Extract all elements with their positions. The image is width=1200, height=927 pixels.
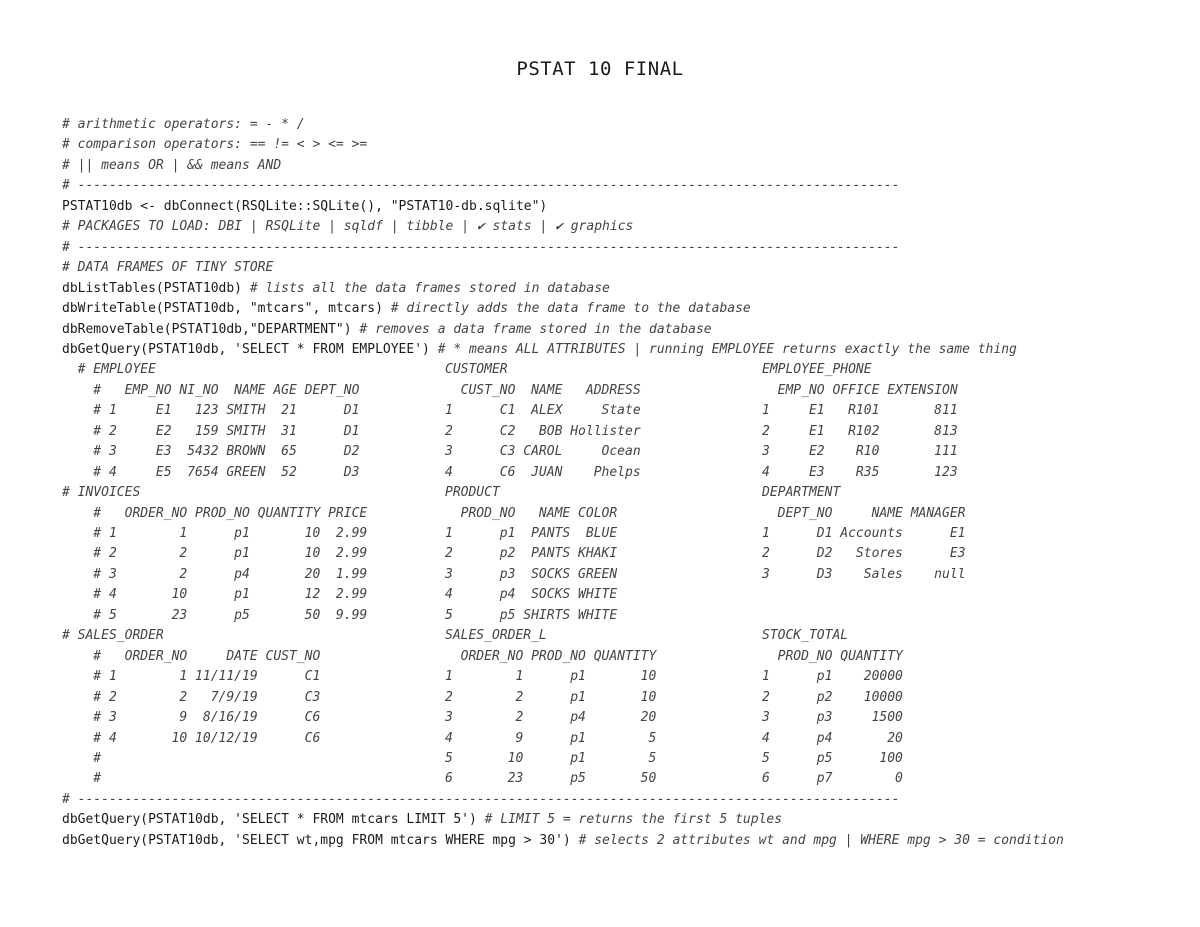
code-line bbox=[62, 238, 899, 258]
table-middle-line: 4 9 p1 5 bbox=[445, 730, 657, 746]
table-left-line: # 1 1 p1 10 2.99 bbox=[62, 526, 368, 541]
table-right-line: 1 p1 20000 bbox=[762, 669, 903, 685]
code-line bbox=[62, 810, 782, 830]
table-middle-line: CUSTOMER bbox=[445, 362, 508, 378]
table-middle-line: 2 p2 PANTS KHAKI bbox=[445, 546, 618, 562]
table-left-line: # 2 2 7/9/19 C3 bbox=[62, 689, 321, 705]
table-right-line: STOCK_TOTAL bbox=[762, 628, 849, 644]
code-line bbox=[62, 299, 751, 319]
table-middle-line: PROD_NO NAME COLOR bbox=[445, 505, 618, 521]
code-comment: # comparison operators: == != < > <= >= bbox=[62, 137, 368, 153]
table-left-line: # 3 E3 5432 BROWN 65 D2 bbox=[62, 444, 360, 460]
table-middle-line: 1 C1 ALEX State bbox=[445, 403, 641, 419]
code-line bbox=[62, 320, 712, 340]
table-right-line: 6 p7 0 bbox=[762, 771, 903, 787]
table-right-line: 3 E2 R10 111 bbox=[762, 444, 958, 460]
table-left-line: # EMP_NO NI_NO NAME AGE DEPT_NO bbox=[62, 382, 360, 398]
table-middle-line: 4 p4 SOCKS WHITE bbox=[445, 587, 618, 603]
table-left-line: # 1 1 11/11/19 C1 bbox=[62, 669, 321, 685]
code-comment: # directly adds the data frame to the database bbox=[390, 301, 751, 317]
table-middle-line: SALES_ORDER_L bbox=[445, 628, 547, 644]
table-middle-line: 1 1 p1 10 bbox=[445, 669, 657, 685]
code-line bbox=[62, 831, 1064, 851]
code-line bbox=[62, 176, 899, 196]
table-left-line: # bbox=[62, 750, 102, 766]
table-right-line: 4 p4 20 bbox=[762, 730, 903, 746]
code-line bbox=[62, 258, 273, 278]
table-right-line: 2 E1 R102 813 bbox=[762, 423, 958, 439]
table-middle-line: 5 10 p1 5 bbox=[445, 750, 657, 766]
table-left-line: # 2 2 p1 10 2.99 bbox=[62, 546, 368, 562]
code-comment: # * means ALL ATTRIBUTES | running EMPLOYEE returns exactly the same thing bbox=[437, 341, 1017, 357]
table-middle-line: 5 p5 SHIRTS WHITE bbox=[445, 607, 618, 623]
table-left-line: # 4 E5 7654 GREEN 52 D3 bbox=[62, 464, 360, 480]
code-comment: # arithmetic operators: = - * / bbox=[62, 117, 305, 132]
code-statement: dbRemoveTable(PSTAT10db,"DEPARTMENT") bbox=[62, 321, 360, 337]
table-left-line: # 4 10 p1 12 2.99 bbox=[62, 587, 368, 603]
table-right-line: 3 D3 Sales null bbox=[762, 566, 966, 582]
code-line bbox=[62, 340, 1017, 360]
table-left-line: # ORDER_NO DATE CUST_NO bbox=[62, 648, 321, 664]
code-statement: dbListTables(PSTAT10db) bbox=[62, 280, 250, 296]
table-right-line: 5 p5 100 bbox=[762, 750, 903, 766]
code-comment: # --------------------------------------------------------------------------------------------------------- bbox=[62, 239, 900, 255]
code-line bbox=[62, 135, 367, 155]
table-middle-line: 3 p3 SOCKS GREEN bbox=[445, 566, 618, 582]
code-comment: # DATA FRAMES OF TINY STORE bbox=[62, 260, 274, 276]
table-middle-line: 3 C3 CAROL Ocean bbox=[445, 444, 641, 460]
table-right-line: 1 E1 R101 811 bbox=[762, 403, 958, 419]
code-comment: # LIMIT 5 = returns the first 5 tuples bbox=[484, 812, 783, 828]
code-comment: # removes a data frame stored in the database bbox=[359, 321, 712, 337]
code-statement: dbWriteTable(PSTAT10db, "mtcars", mtcars) bbox=[62, 301, 391, 317]
table-left-line: # 3 9 8/16/19 C6 bbox=[62, 710, 321, 726]
code-comment: # || means OR | && means AND bbox=[62, 157, 282, 173]
table-middle-line: PRODUCT bbox=[445, 485, 500, 501]
table-right-line: EMP_NO OFFICE EXTENSION bbox=[762, 382, 958, 398]
table-middle-line: 1 p1 PANTS BLUE bbox=[445, 526, 618, 541]
code-line bbox=[62, 790, 899, 810]
table-middle-line: 4 C6 JUAN Phelps bbox=[445, 464, 641, 480]
page-title: PSTAT 10 FINAL bbox=[516, 58, 684, 80]
code-comment: # lists all the data frames stored in database bbox=[249, 280, 610, 296]
table-left-line: # EMPLOYEE bbox=[62, 362, 156, 378]
code-line bbox=[62, 217, 633, 237]
table-left-line: # SALES_ORDER bbox=[62, 628, 164, 644]
code-statement: dbGetQuery(PSTAT10db, 'SELECT * FROM mtcars LIMIT 5') bbox=[62, 812, 485, 828]
code-statement: PSTAT10db <- dbConnect(RSQLite::SQLite(), "PSTAT10-db.sqlite") bbox=[62, 198, 548, 214]
code-statement: dbGetQuery(PSTAT10db, 'SELECT * FROM EMPLOYEE') bbox=[62, 341, 438, 357]
code-statement: dbGetQuery(PSTAT10db, 'SELECT wt,mpg FROM mtcars WHERE mpg > 30') bbox=[62, 832, 579, 848]
table-right-line: 2 D2 Stores E3 bbox=[762, 546, 966, 562]
table-right-line: 4 E3 R35 123 bbox=[762, 464, 958, 480]
table-middle-line: 2 C2 BOB Hollister bbox=[445, 423, 641, 439]
table-left-line: # INVOICES bbox=[62, 485, 141, 501]
code-comment: # --------------------------------------------------------------------------------------------------------- bbox=[62, 791, 900, 807]
table-right-line: DEPT_NO NAME MANAGER bbox=[762, 505, 966, 521]
table-middle-line: CUST_NO NAME ADDRESS bbox=[445, 382, 641, 398]
table-right-line: EMPLOYEE_PHONE bbox=[762, 362, 872, 378]
code-line bbox=[62, 156, 281, 176]
code-comment: # --------------------------------------------------------------------------------------------------------- bbox=[62, 178, 900, 194]
table-left-line: # 3 2 p4 20 1.99 bbox=[62, 566, 368, 582]
table-right-line: 1 D1 Accounts E1 bbox=[762, 526, 966, 541]
code-comment: # selects 2 attributes wt and mpg | WHERE mpg > 30 = condition bbox=[578, 832, 1064, 848]
table-right-line: DEPARTMENT bbox=[762, 485, 841, 501]
table-middle-line: ORDER_NO PROD_NO QUANTITY bbox=[445, 648, 657, 664]
table-middle-line: 2 2 p1 10 bbox=[445, 689, 657, 705]
table-left-line: # 4 10 10/12/19 C6 bbox=[62, 730, 321, 746]
table-left-line: # 2 E2 159 SMITH 31 D1 bbox=[62, 423, 360, 439]
code-line bbox=[62, 197, 547, 217]
table-middle-line: 3 2 p4 20 bbox=[445, 710, 657, 726]
code-line bbox=[62, 115, 305, 135]
table-left-line: # bbox=[62, 771, 102, 787]
table-left-line: # 5 23 p5 50 9.99 bbox=[62, 607, 368, 623]
table-right-line: 2 p2 10000 bbox=[762, 689, 903, 705]
table-right-line: 3 p3 1500 bbox=[762, 710, 903, 726]
table-left-line: # 1 E1 123 SMITH 21 D1 bbox=[62, 403, 360, 419]
table-left-line: # ORDER_NO PROD_NO QUANTITY PRICE bbox=[62, 505, 368, 521]
table-middle-line: 6 23 p5 50 bbox=[445, 771, 657, 787]
code-line bbox=[62, 279, 610, 299]
table-right-line: PROD_NO QUANTITY bbox=[762, 648, 903, 664]
code-comment: # PACKAGES TO LOAD: DBI | RSQLite | sqldf | tibble | ✔ stats | ✔ graphics bbox=[62, 219, 634, 235]
